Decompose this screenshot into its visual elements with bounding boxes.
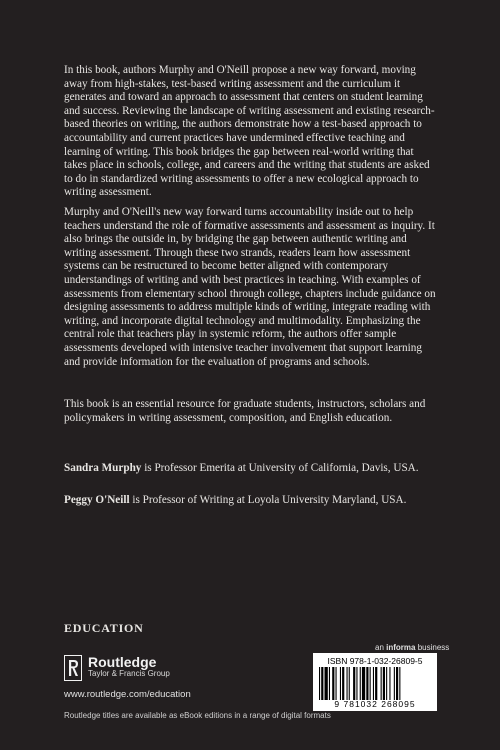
barcode-stripe	[399, 667, 400, 700]
subject-category: EDUCATION	[64, 621, 144, 635]
barcode-stripe	[332, 667, 334, 700]
publisher-url[interactable]: www.routledge.com/education	[64, 689, 191, 700]
barcode-stripe	[353, 667, 355, 700]
barcode-stripe	[362, 667, 365, 700]
isbn-label: ISBN 978-1-032-26809-5	[327, 656, 423, 666]
barcode-stripe	[366, 667, 368, 700]
informa-suffix: business	[415, 643, 450, 652]
barcode-stripe	[394, 667, 395, 700]
barcode-stripe	[360, 667, 361, 700]
informa-business-label	[375, 643, 449, 652]
barcode-stripe	[370, 667, 371, 700]
informa-brand: informa	[386, 643, 416, 652]
barcode-stripe	[349, 667, 350, 700]
barcode-stripe	[389, 667, 390, 700]
isbn-barcode	[313, 653, 437, 711]
description-paragraph-3: This book is an essential resource for graduate students, instructors, scholars and policymakers in writing assessment, composition, and English education.	[64, 398, 426, 424]
barcode-stripe	[383, 667, 385, 700]
ebook-note: Routledge titles are available as eBook editions in a range of digital formats	[64, 711, 331, 720]
publisher-logo	[64, 655, 170, 681]
routledge-r-icon	[64, 655, 82, 681]
publisher-name: Routledge	[88, 654, 157, 670]
barcode-bars	[317, 667, 433, 700]
barcode-stripe	[396, 667, 398, 700]
barcode-stripe	[325, 667, 328, 700]
description-paragraph-2: Murphy and O'Neill's new way forward turns accountability inside out to help teachers understand the role of formative assessments and assessment as inquiry. It also brings the outside in, by bridging the gap between authentic writing and writing assessment. Through these two strands, readers learn how assessment systems can be restructured to become better aligned with contemporary understandings of writing and with best practices in teaching. With examples of assessments from elementary school through college, chapters include guidance on designing assessments to address multiple kinds of writing, integrate reading with writing, and incorporate digital technology and multimodality. Emphasizing the central role that teachers play in systemic reform, the authors offer sample assessments developed with intensive teacher involvement that support learning and provide information for the evaluation of programs and schools.	[64, 206, 436, 368]
barcode-stripe	[321, 667, 323, 700]
author-bio-1	[64, 462, 419, 474]
author-bio-text: is Professor Emerita at University of California, Davis, USA.	[141, 462, 419, 474]
barcode-stripe	[329, 667, 330, 700]
author-name: Sandra Murphy	[64, 462, 142, 474]
author-name: Peggy O'Neill	[64, 494, 130, 506]
barcode-digits: 9 781032 268095	[334, 699, 416, 709]
publisher-group: Taylor & Francis Group	[88, 669, 170, 678]
barcode-stripe	[375, 667, 377, 700]
author-bio-2	[64, 494, 406, 506]
informa-prefix: an	[375, 643, 387, 652]
author-bio-text: is Professor of Writing at Loyola University Maryland, USA.	[129, 494, 407, 506]
barcode-stripe	[336, 667, 337, 700]
barcode-stripe	[340, 667, 341, 700]
barcode-stripe	[347, 667, 348, 700]
description-paragraph-1: In this book, authors Murphy and O'Neill propose a new way forward, moving away from high-stakes, test-based writing assessment and the curriculum it generates and toward an approach to assessment that centers on student learning and success. Reviewing the landscape of writing assessment and existing research-based theories on writing, the authors demonstrate how a test-based approach to accountability and current practices have undermined effective teaching and learning of writing. This book bridges the gap between real-world writing that takes place in schools, college, and careers and the writing that students are asked to do in standardized writing assessments to offer a new ecological approach to writing assessment.	[64, 64, 435, 199]
barcode-stripe	[319, 667, 320, 700]
barcode-stripe	[356, 667, 357, 700]
barcode-stripe	[342, 667, 344, 700]
barcode-stripe	[381, 667, 382, 700]
barcode-stripe	[386, 667, 387, 700]
barcode-stripe	[373, 667, 374, 700]
